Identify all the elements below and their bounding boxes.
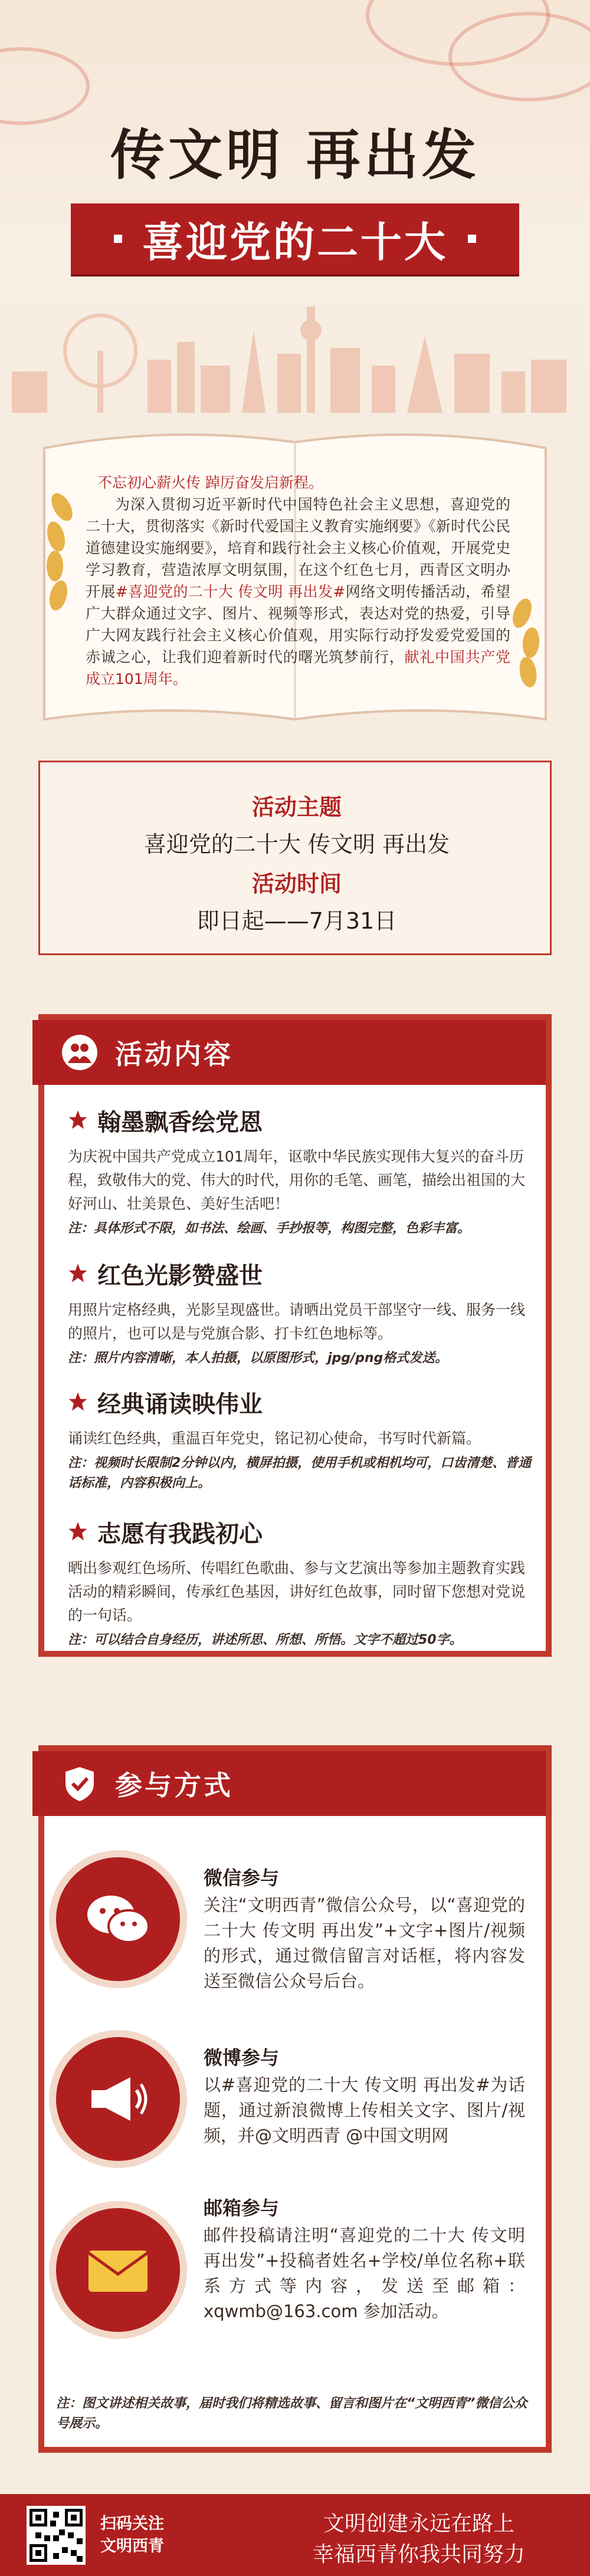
star-icon — [68, 1263, 88, 1283]
intro-text-b: 网络文明传播活动，希望广大群众通过文字、图片、视频等形式，表达对党的热爱，引导广大网友践行社会主义核心价值观，用实际行动抒发爱党爱国的赤诚之心，让我们迎着新时代的曙光筑梦前行， — [86, 583, 510, 666]
star-icon — [68, 1521, 88, 1541]
activity-content-heading — [32, 1020, 546, 1085]
hero-header — [0, 0, 590, 413]
time-value: 即日起——7月31日 — [196, 908, 397, 934]
slogan-line-2: 幸福西青你我共同努力 — [312, 2542, 525, 2567]
participation-body: 以#喜迎党的二十大 传文明 再出发#为话题，通过新浪微博上传相关文字、图片/视频，并@文明西青 @中国文明网 — [204, 2075, 525, 2146]
activity-note: 注：照片内容清晰，本人拍摄，以原图形式，jpg/png格式发送。 — [68, 1351, 448, 1366]
activity-info-box — [38, 761, 552, 955]
intro-text-end: 献礼中国共产党成立101周年。 — [86, 649, 510, 687]
participation-body: 关注“文明西青”微信公众号，以“喜迎党的二十大 传文明 再出发”+文字+图片/视频的形式，通过微信留言对话框，将内容发送至微信公众号后台。 — [204, 1895, 525, 1991]
participation-body: 邮件投稿请注明“喜迎党的二十大 传文明再出发”+投稿者姓名+学校/单位名称+联系方式等内容，发送至邮箱：xqwmb@163.com 参加活动。 — [204, 2225, 525, 2321]
subtitle-text: 喜迎党的二十大 — [142, 218, 448, 267]
qr-caption — [100, 2513, 164, 2558]
activity-body: 为庆祝中国共产党成立101周年，讴歌中华民族实现伟大复兴的奋斗历程，致敬伟大的党、伟大的时代，用你的毛笔、画笔，描绘出祖国的大好河山、壮美景色、美好生活吧！ — [68, 1148, 526, 1212]
intro-hashtag: #喜迎党的二十大 传文明 再出发# — [115, 583, 346, 600]
megaphone-icon — [56, 2037, 180, 2161]
qr-code[interactable] — [27, 2506, 86, 2565]
activity-title: 红色光影赞盛世 — [97, 1262, 263, 1289]
participation-title: 微信参与 — [204, 1867, 280, 1889]
star-icon — [68, 1391, 88, 1412]
intro-text — [86, 472, 510, 690]
footer-slogan — [266, 2509, 572, 2570]
banner-dot — [114, 235, 122, 243]
intro-text-a: 为深入贯彻习近平新时代中国特色社会主义思想，喜迎党的二十大，贯彻落实《新时代爱国主义教育实施纲要》《新时代公民道德建设实施纲要》，培育和践行社会主义核心价值观，开展党史学习教育，营造浓厚文明氛围，在这个红色七月，西青区文明办开展 — [86, 496, 510, 600]
time-label: 活动时间 — [251, 871, 342, 897]
activity-title: 志愿有我践初心 — [97, 1521, 263, 1548]
envelope-icon — [56, 2208, 180, 2332]
activity-body: 晒出参观红色场所、传唱红色歌曲、参与文艺演出等参加主题教育实践活动的精彩瞬间，传承红色基因，讲好红色故事，同时留下您想对党说的一句话。 — [68, 1560, 526, 1624]
page-title: 传文明 再出发 — [110, 124, 480, 187]
activity-title: 经典诵读映伟业 — [97, 1391, 263, 1418]
theme-label: 活动主题 — [251, 794, 342, 820]
wechat-icon — [56, 1857, 180, 1981]
subtitle-banner — [71, 203, 519, 274]
section-heading-text: 活动内容 — [115, 1038, 233, 1070]
participation-heading — [32, 1751, 546, 1816]
intro-lead: 不忘初心薪火传 踔厉奋发启新程。 — [97, 474, 323, 491]
participation-note: 注：图文讲述相关故事，届时我们将精选故事、留言和图片在“文明西青”微信公众号展示。 — [56, 2396, 527, 2431]
activity-body: 诵读红色经典，重温百年党史，铭记初心使命，书写时代新篇。 — [68, 1430, 481, 1447]
star-icon — [68, 1110, 88, 1130]
activity-body: 用照片定格经典，光影呈现盛世。请晒出党员干部坚守一线、服务一线的照片，也可以是与党旗合影、打卡红色地标等。 — [68, 1301, 526, 1342]
qr-caption-line-2: 文明西青 — [100, 2537, 164, 2555]
activity-note: 注：具体形式不限，如书法、绘画、手抄报等，构图完整，色彩丰富。 — [68, 1221, 471, 1236]
qr-caption-line-1: 扫码关注 — [100, 2515, 164, 2533]
participation-title: 微博参与 — [204, 2047, 280, 2069]
city-skyline-illustration — [0, 295, 590, 413]
slogan-line-1: 文明创建永远在路上 — [323, 2512, 514, 2536]
activity-note: 注：视频时长限制2分钟以内，横屏拍摄，使用手机或相机均可，口齿清楚、普通话标准，内容积极向上。 — [68, 1456, 532, 1491]
activity-note: 注：可以结合自身经历，讲述所思、所想、所悟。文字不超过50字。 — [68, 1633, 463, 1647]
activity-title: 翰墨飘香绘党恩 — [97, 1109, 263, 1136]
section-heading-text: 参与方式 — [115, 1769, 233, 1801]
intro-paragraph — [86, 494, 510, 690]
participation-title: 邮箱参与 — [204, 2197, 280, 2219]
theme-value: 喜迎党的二十大 传文明 再出发 — [143, 831, 450, 857]
shield-check-icon — [56, 1760, 103, 1807]
people-icon — [56, 1029, 103, 1076]
banner-dot — [468, 235, 476, 243]
